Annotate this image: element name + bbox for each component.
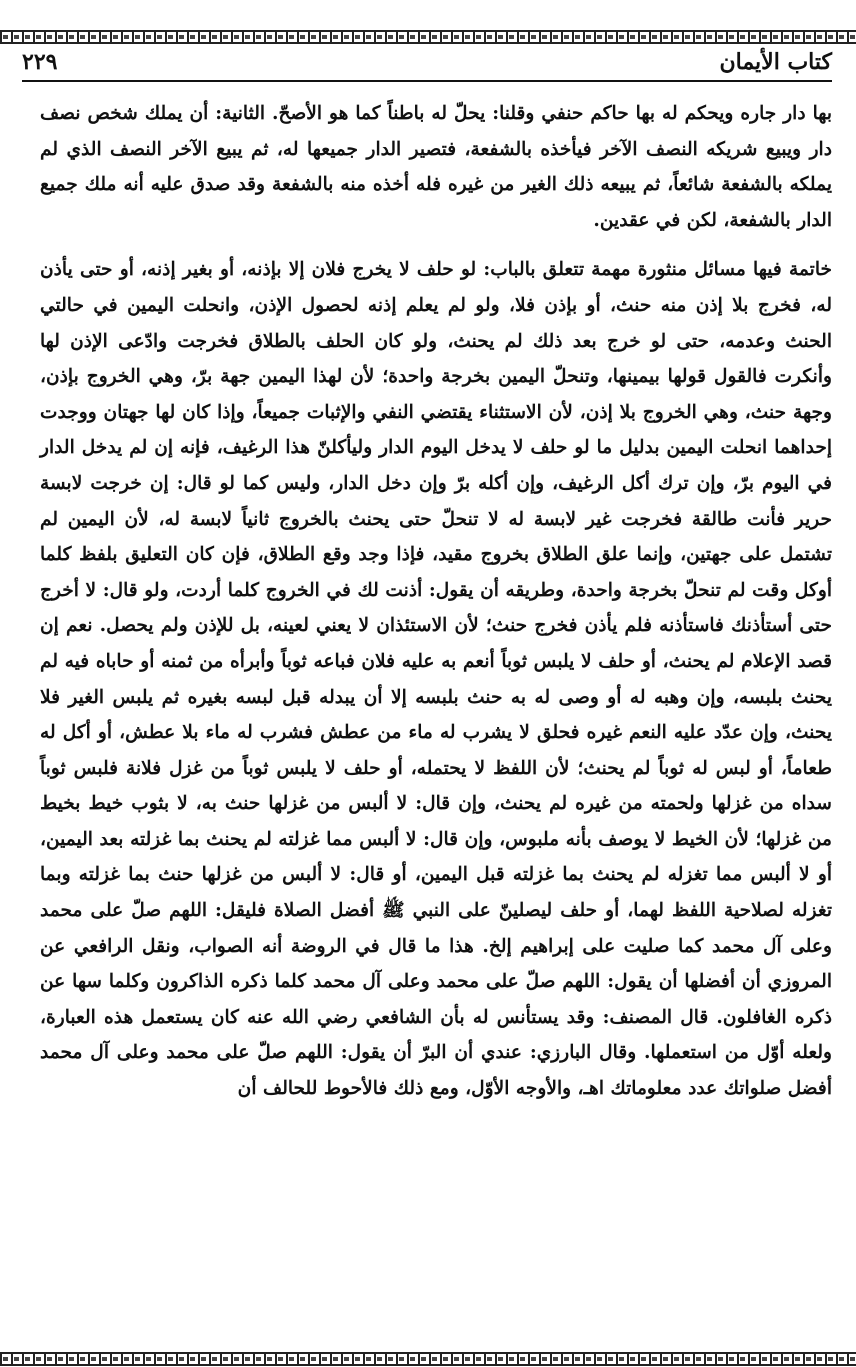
- bottom-ornamental-border: [0, 1352, 856, 1366]
- page-header: [22, 46, 832, 82]
- paragraph-2-lead: خاتمة فيها مسائل منثورة مهمة تتعلق بالباب:: [483, 259, 832, 281]
- paragraph-1: بها دار جاره ويحكم له بها حاكم حنفي وقلنا: يحلّ له باطناً كما هو الأصحّ. الثانية: أن يملك شخص نصف دار ويبيع شريكه النصف الآخر فيأخذه بالشفعة، فتصير الدار جميعها له، ثم يبيع الآخر النصف الذي لم يملكه بالشفعة شائعاً، ثم يبيعه ذلك الغير من غيره فله أخذه منه بالشفعة وقد صدق عليه أنه ملك جميع الدار بالشفعة، لكن في عقدين.: [40, 103, 832, 231]
- page-number: ٢٢٩: [22, 49, 58, 75]
- page-body: [40, 96, 832, 1107]
- paragraph-2-body: لو حلف لا يخرج فلان إلا بإذنه، أو بغير إذنه، أو حتى يأذن له، فخرج بلا إذن منه حنث، أو بإذن فلا، ولو لم يعلم إذنه لحصول الإذن، وانحلت اليمين في حالتي الحنث وعدمه، حتى لو خرج بعد ذلك لم يحنث، ولو كان الحلف بالطلاق فخرجت وادّعى الإذن لها وأنكرت فالقول قولها بيمينها، وتنحلّ اليمين بخرجة واحدة؛ لأن لهذا اليمين جهة برّ، وهي الخروج بإذن، وجهة حنث، وهي الخروج بلا إذن، لأن الاستثناء يقتضي النفي والإثبات جميعاً، وإذا كان لها جهتان ووجدت إحداهما انحلت اليمين بدليل ما لو حلف لا يدخل اليوم الدار وليأكلنّ هذا الرغيف، فإنه إن لم يدخل الدار في اليوم برّ، وإن ترك أكل الرغيف، وإن أكله برّ وإن دخل الدار، وليس كما لو قال: إن خرجت لابسة حرير فأنت طالقة فخرجت غير لابسة له لا تنحلّ حتى يحنث بالخروج ثانياً لابسة له، لأن اليمين لم تشتمل على جهتين، وإنما علق الطلاق بخروج مقيد، فإذا وجد وقع الطلاق، فإن كان التعليق بلفظ كلما أوكل وقت لم تنحلّ بخرجة واحدة، وطريقه أن يقول: أذنت لك في الخروج كلما أردت، ولو قال: لا أخرج حتى أستأذنك فاستأذنه فلم يأذن فخرج حنث؛ لأن الاستئذان لا يعني لعينه، بل للإذن ولم يحصل. نعم إن قصد الإعلام لم يحنث، أو حلف لا يلبس ثوباً أنعم به عليه فلان فباعه ثوباً وأبرأه من ثمنه أو حاباه فيه لم يحنث بلبسه، وإن وهبه له أو وصى له به حنث بلبسه إلا أن يبدله قبل لبسه بغيره ثم يلبس الغير فلا يحنث، وإن عدّد عليه النعم غيره فحلق لا يشرب له ماء من عطش فشرب له ماء بلا عطش، أو أكل له طعاماً، أو لبس له ثوباً لم يحنث؛ لأن اللفظ لا يحتمله، أو حلف لا يلبس ثوباً من غزل فلانة فلبس ثوباً سداه من غزلها ولحمته من غيره لم يحنث، وإن قال: لا ألبس من غزلها حنث به، لا بثوب خيط بخيط من غزلها؛ لأن الخيط لا يوصف بأنه ملبوس، وإن قال: لا ألبس مما غزلته لم يحنث بما غزلته بعد اليمين، أو لا ألبس مما تغزله لم يحنث بما غزلته قبل اليمين، أو قال: لا ألبس من غزلها حنث بما غزلته وبما تغزله لصلاحية اللفظ لهما، أو حلف ليصلينّ على النبي ﷺ أفضل الصلاة فليقل: اللهم صلّ على محمد وعلى آل محمد كما صليت على إبراهيم إلخ. هذا ما قال في الروضة أنه الصواب، ونقل الرافعي عن المروزي أن أفضلها أن يقول: اللهم صلّ على محمد وعلى آل محمد كلما ذكره الذاكرون وكلما سها عن ذكره الغافلون. قال المصنف: وقد يستأنس له بأن الشافعي رضي الله عنه كان يستعمل هذه العبارة، ولعله أوّل من استعملها. وقال البارزي: عندي أن البرّ أن يقول: اللهم صلّ على محمد وعلى آل محمد أفضل صلواتك عدد معلوماتك اهـ، والأوجه الأوّل، ومع ذلك فالأحوط للحالف أن: [40, 259, 832, 1100]
- top-ornamental-border: [0, 30, 856, 44]
- running-title: كتاب الأيمان: [719, 49, 832, 75]
- paragraph-2: [40, 252, 832, 1106]
